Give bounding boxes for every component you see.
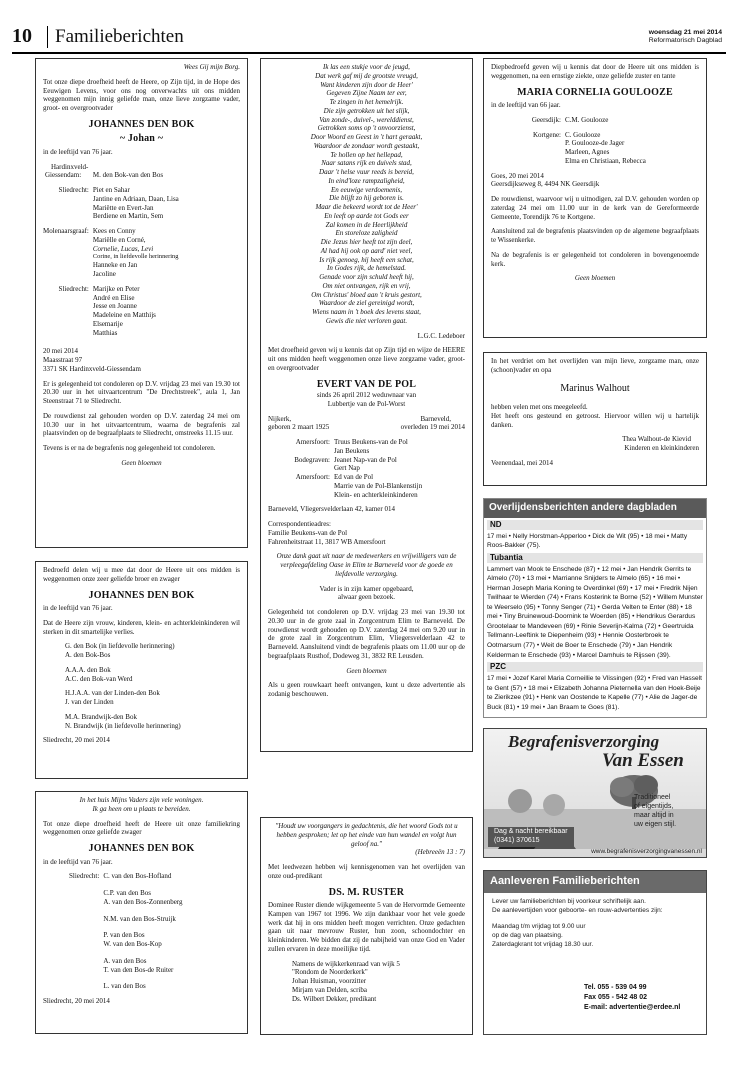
signature-line: Ds. Wilbert Dekker, predikant — [292, 994, 377, 1003]
spouse-name: Lubbertje van de Pol-Worst — [327, 399, 406, 408]
thanks-walhout — [483, 352, 707, 486]
card-note: Als u geen rouwkaart heeft ontvangen, kunt u deze advertentie als zodanig beschouwen. — [268, 681, 465, 698]
tagline-line: Traditioneel — [634, 794, 671, 801]
family-list — [268, 438, 422, 499]
closing-note: Geen bloemen — [121, 458, 162, 467]
intro-text: Met droefheid geven wij u kennis dat op Zijn tijd en wijze de HEERE uit ons midden heeft weggenomen onze lieve zorgzame vader, groot- en overgrootvader — [268, 346, 465, 372]
family-place: Giessendam: — [45, 171, 82, 180]
poem-line: Daar 't helse vuur reeds is bereid, — [319, 168, 414, 176]
address-line: Geersdijkseweg 8, 4494 NK Geersdijk — [491, 180, 600, 189]
phone-number: (0341) 370615 — [494, 836, 540, 844]
deceased-name: EVERT VAN DE POL — [316, 378, 417, 390]
relative-name: P. van den Bos — [103, 931, 145, 940]
intro-text: Met leedwezen hebben wij kennisgenomen van het overlijden van onze oud-predikant — [268, 863, 465, 880]
obituary-van-de-pol — [260, 58, 473, 752]
ad-tagline — [634, 793, 676, 829]
relative-name: H.J.A.A. van der Linden-den Bok — [65, 689, 160, 698]
family-member: Jeanet Nap-van de Pol — [334, 455, 397, 464]
poem-line: Waardoor de ziel gereinigd wordt, — [318, 299, 415, 308]
deceased-nickname: ~ Johan ~ — [119, 133, 164, 145]
header-date — [649, 29, 722, 45]
poem-author: L.G.C. Ledeboer — [417, 331, 465, 340]
address-text: Barneveld, Vliegersvelderlaan 42, kamer 014 — [268, 505, 395, 514]
signature-line: Namens de wijkkerkenraad van wijk 5 — [292, 959, 400, 968]
footer-text: Veenendaal, mei 2014 — [491, 458, 554, 467]
age-text: in de leeftijd van 76 jaar. — [43, 604, 113, 612]
address-line: Maasstraat 97 — [43, 356, 83, 364]
family-member: Hanneke en Jan — [92, 261, 138, 270]
poem-line: Te zingen in het hemelrijk. — [329, 98, 404, 106]
poem-line: Te hollen op het hellepad, — [330, 150, 403, 159]
family-place: Sliedrecht: — [69, 872, 100, 881]
signature-line: "Rondom de Noorderkerk" — [292, 968, 368, 977]
family-member: Marrie van de Pol-Blankenstijn — [334, 481, 423, 490]
viewing-line: Vader is in zijn kamer opgebaard, — [319, 584, 414, 593]
family-member: Matthias — [92, 328, 118, 337]
poem-line: Getrokken soms op 't onvoorzienst, — [317, 124, 416, 133]
family-list — [491, 116, 646, 166]
poem-line: Genade voor zijn schuld heeft hij, — [319, 273, 414, 281]
signature-line: Johan Huisman, voorzitter — [292, 977, 367, 985]
ad-phone-box — [488, 827, 574, 847]
family-member: P. Goulooze-de Jager — [565, 139, 625, 148]
relative-name: W. van den Bos-Kop — [103, 940, 162, 948]
family-place: Amersfoort: — [295, 438, 330, 446]
ad-body — [484, 893, 706, 954]
signature-line: Kinderen en kleinkinderen — [624, 444, 699, 452]
relative-name: A. den Bok-Bos — [65, 651, 111, 659]
family-member: Jesse en Joanne — [92, 302, 137, 311]
condolence-text: Na de begrafenis is er gelegenheid tot condoleren in bovengenoemde kerk. — [491, 250, 699, 268]
poem-line: Om niet ontvangen, rijk en vrij, — [322, 281, 411, 290]
family-member: C. Goulooze — [565, 130, 601, 139]
tagline-line: uw eigen stijl. — [634, 821, 677, 829]
condolence-text: Er is gelegenheid tot condoleren op D.V. vrijdag 23 mei van 19.30 tot 20.30 uur in het uitvaartcentrum "De Drechtstreek", aula 1, Jan Steenstraat 71 te Sliedrecht. — [43, 379, 240, 405]
correspondence-line: Correspondentieadres: — [268, 520, 331, 528]
ad-contact — [584, 983, 680, 1013]
family-member: Berdiene en Martin, Sem — [92, 212, 164, 221]
death-place: Barneveld, — [420, 414, 451, 423]
poem-line: Want kinderen zijn door de Heer' — [320, 80, 413, 89]
family-place: Bodegraven: — [294, 455, 330, 464]
family-place: Kortgene: — [533, 130, 561, 139]
poem-line: Al had hij ook op aard' niet veel, — [320, 246, 413, 255]
ad-heading: Aanleveren Familieberichten — [484, 871, 706, 893]
family-member: M. den Bok-van den Bos — [92, 171, 164, 180]
intro-text: Diepbedroefd geven wij u kennis dat door de Heere uit ons midden is weggenomen, na een ernstige ziekte, onze geliefde zuster en tante — [491, 63, 699, 80]
phone-label: Dag & nacht bereikbaar — [494, 828, 568, 835]
family-member: Jacoline — [92, 270, 116, 278]
obituary-ds-ruster — [260, 817, 473, 1035]
poem-line: In Godes rijk, de hemelstad. — [327, 264, 406, 273]
extra-text: Tevens is er na de begrafenis nog gelegenheid tot condoleren. — [43, 444, 216, 452]
death-notices: Lammert van Mook te Enschede (87) • 12 mei • Jan Hendrik Gerrits te Almelo (70) • 13 mei • Marrianne Snijders te Almelo (65) • 16 mei • Herman Joseph Maria Koning te Overdinkel (69) • 17 mei • Fredrik Nijen Twilhaar te Wierden (74) • Frans Kosterink te Borne (52) • Willem Munster te Weerselo (95) • Tonny Senger (71) • Gerda Velten te Enter (88) • 18 mei • Tiny Bruinewoud-Doornink te Woerden (85) • Hendrikus Gerardus Grootelaar te Mandeveen (69) • Rinie Severijn-Kalma (72) • Geertruida Tellmann-Leeftink te Diepenheim (93) • Hennie Oosterbroek te Ootmarsum (77) • Weit de Boer te Enschede (79) • Jan Hendrik Kelderman te Enschede (93) • Marcel Damhuis te Rijssen (39). — [487, 565, 703, 659]
relative-name: M.A. Brandwijk-den Bok — [65, 712, 137, 721]
obituary-den-bok-family — [35, 58, 248, 548]
family-member: Jantine en Adriaan, Daan, Lisa — [92, 194, 179, 203]
family-member: Marleen, Agnes — [565, 148, 610, 156]
death-date: overleden 19 mei 2014 — [400, 423, 465, 432]
relatives-list — [43, 872, 183, 991]
family-member: Klein- en achterkleinkinderen — [334, 490, 418, 499]
motto-line: Ik ga heen om u plaats te bereiden. — [92, 804, 191, 813]
poem-line: Die blijft zo hij geboren is. — [329, 194, 404, 203]
header-rule — [12, 52, 726, 54]
ad-title-line2: Van Essen — [602, 750, 684, 771]
family-member: Mariëtte en Evert-Jan — [92, 203, 154, 212]
ad-title-line1: Begrafenisverzorging — [508, 732, 660, 751]
other-newspapers-deaths — [483, 498, 707, 718]
family-place: Geersdijk: — [531, 115, 561, 124]
intro-text: Tot onze diepe droefheid heeft de Heere, op Zijn tijd, in de Hope des Eeuwigen Levens, voor ons nog onverwachts uit ons midden weggenomen mijn innig geliefde man, onze lieve zorgzame vader, groot- en overgrootvader — [43, 77, 240, 112]
viewing-line: alwaar geen bezoek. — [338, 593, 395, 602]
date-text: woensdag 21 mei 2014 — [648, 29, 722, 36]
poem-line: Gewis die niet verloren gaat. — [325, 316, 408, 325]
ad-url: www.begrafenisverzorgingvanessen.nl — [591, 848, 702, 855]
footer-text: Sliedrecht, 20 mei 2014 — [43, 736, 110, 745]
poem-line: Waardoor de zondaar wordt gestaakt, — [313, 141, 420, 150]
family-member: Gert Nap — [334, 464, 360, 473]
poem-line: En eeuwige verdoemenis, — [330, 185, 403, 194]
poem-line: Om Christus' bloed aan 't kruis gestort, — [311, 290, 422, 299]
family-member: Corine, in liefdevolle herinnering — [92, 253, 179, 261]
newspaper-label: Tubantia — [487, 553, 703, 563]
signature-block — [268, 960, 465, 1004]
relative-name: N.M. van den Bos-Struijk — [103, 914, 176, 923]
family-member: Kees en Conny — [92, 227, 136, 235]
obituary-den-bok-inlaws — [35, 791, 248, 1034]
ad-van-essen — [483, 728, 707, 858]
poem-line: En storeloze zaligheid — [335, 229, 398, 238]
poem — [268, 63, 465, 326]
newspaper-name: Reformatorisch Dagblad — [648, 37, 722, 45]
deceased-name: JOHANNES DEN BOK — [88, 589, 195, 601]
family-place: Molenaarsgraaf: — [43, 227, 89, 235]
correspondence-block — [268, 520, 465, 546]
address-line: 20 mei 2014 — [43, 347, 78, 356]
relative-name: N. Brandwijk (in liefdevolle herinnering) — [65, 721, 181, 730]
tagline-line: maar altijd in — [634, 812, 674, 820]
intro-text: Bedroefd delen wij u mee dat door de Heere uit ons midden is weggenomen onze zeer geliefde broer en zwager — [43, 566, 240, 583]
deceased-name: DS. M. RUSTER — [328, 886, 405, 898]
poem-line: Van zonde-, duivel-, werelddienst, — [319, 115, 414, 124]
tagline-line: of eigentijds, — [634, 803, 674, 811]
correspondence-line: Fahrenheitstraat 11, 3817 WB Amersfoort — [268, 537, 386, 546]
birth-place: Nijkerk, — [268, 414, 292, 423]
relative-name: A. van den Bos — [103, 956, 147, 965]
signature-line: Mirjam van Delden, scriba — [292, 985, 368, 994]
newspaper-label: PZC — [487, 662, 703, 672]
bible-quote: "Houdt uw voorgangers in gedachtenis, die het woord Gods tot u hebben gesproken; let op het einde van hun wandel en volgt hun geloof na." — [275, 822, 458, 848]
thanks-text: Het heeft ons gesteund en getroost. Hiervoor willen wij u hartelijk danken. — [491, 411, 699, 429]
widower-line: sinds 26 april 2012 weduwnaar van — [316, 391, 417, 399]
age-text: in de leeftijd van 76 jaar. — [43, 857, 113, 866]
poem-line: Die zijn getrokken uit het slijk, — [323, 106, 410, 115]
thanks-text: Onze dank gaat uit naar de medewerkers en vrijwilligers van de verpleegafdeling Oase in Elim te Barneveld voor de goede en liefdevolle verzorging. — [276, 552, 457, 578]
family-member: Elsemarije — [92, 319, 123, 328]
closing-note: Geen bloemen — [346, 666, 387, 675]
ad-line: Zaterdagkrant tot vrijdag 18.30 uur. — [492, 941, 594, 949]
header-divider — [47, 26, 48, 48]
ad-submit-notices — [483, 870, 707, 1035]
signature-line: Thea Walhout-de Kievid — [622, 435, 691, 444]
family-member: Marijke en Peter — [92, 284, 140, 293]
newspaper-label: ND — [487, 520, 703, 530]
footer-text: Sliedrecht, 20 mei 2014 — [43, 997, 110, 1005]
poem-line: Wiens naam in 't boek des levens staat, — [312, 308, 421, 316]
family-member: Mariëlle en Corné, — [92, 235, 146, 244]
relative-name: C.P. van den Bos — [103, 889, 151, 897]
poem-line: Maar die bekeerd wordt tot de Heer' — [315, 203, 418, 211]
deceased-name: JOHANNES DEN BOK — [88, 843, 195, 854]
burial-text: Aansluitend zal de begrafenis plaatsvinden op de algemene begraafplaats te Wissenkerke. — [491, 227, 699, 244]
poem-line: Door Woord en Geest in 't hart geraakt, — [310, 133, 423, 141]
address-block — [43, 347, 240, 373]
relative-name: G. den Bok (in liefdevolle herinnering) — [65, 642, 175, 651]
poem-line: Is rijk genoeg, hij heeft een schat, — [319, 255, 414, 264]
section-title: Familieberichten — [55, 26, 184, 47]
bible-reference: (Hebreeën 13 : 7) — [415, 848, 465, 857]
ad-line: op de dag van plaatsing. — [492, 932, 563, 940]
obituary-goulooze — [483, 58, 707, 338]
poem-line: Ik las een stukje voor de jeugd, — [323, 63, 410, 71]
tribute-text: Dominee Ruster diende wijkgemeente 5 van de Hervormde Gemeente Kampen van 1967 tot 1996. We zijn dankbaar voor het vele goede werk dat hij in ons midden heeft mogen verrichten. Onze gedachten gaan uit naar mevrouw Ruster, hun zoon, schoondochter en kleinkinderen. We bidden dat zij de nabijheid van onze God en Vader zullen ervaren in deze moeilijke tijd. — [268, 901, 465, 953]
poem-line: En leeft op aarde tot Gods eer — [324, 211, 409, 220]
motto-line: In het huis Mijns Vaders zijn vele woningen. — [79, 796, 204, 804]
service-text: Gelegenheid tot condoleren op D.V. vrijdag 23 mei van 19.30 tot 20.30 uur in de grote zaal in Zorgcentrum Elim te Barneveld. De rouwdienst wordt gehouden op D.V. zaterdag 24 mei om 9.20 uur in de grote zaal in Zorgcentrum Elim, Vliegersvelderlaan 42 te Barneveld. Aansluitend vindt de begrafenis plaats om 11.00 uur op de begraafplaats Rusthof, Dodeweg 31, 3832 RE Leusden. — [268, 608, 465, 660]
relative-name: J. van der Linden — [65, 698, 114, 706]
obituary-den-bok-siblings — [35, 561, 248, 779]
contact-fax: Fax 055 - 542 48 02 — [584, 994, 648, 1002]
family-place: Hardinxveld- — [51, 162, 89, 171]
section-heading: Overlijdensberichten andere dagbladen — [484, 499, 706, 518]
family-member: Ed van de Pol — [334, 473, 374, 481]
page-number: 10 — [12, 25, 32, 47]
ad-line: De aanlevertijden voor geboorte- en rouw-advertenties zijn: — [492, 907, 663, 915]
intro-text: Tot onze diepe droefheid heeft de Heere uit onze familiekring weggenomen onze geliefde zwager — [43, 819, 240, 837]
correspondence-line: Familie Beukens-van de Pol — [268, 528, 348, 537]
closing-note: Geen bloemen — [574, 274, 616, 283]
age-text: in de leeftijd van 76 jaar. — [43, 147, 113, 156]
contact-email[interactable]: E-mail: advertentie@erdee.nl — [584, 1004, 681, 1012]
family-member: Madeleine en Matthijs — [92, 311, 156, 319]
family-member: Cornelie, Lucas, Levi — [92, 244, 154, 253]
contact-phone: Tel. 055 - 539 04 99 — [584, 984, 647, 991]
relative-name: C. van den Bos-Hofland — [103, 872, 172, 881]
relative-name: A.C. den Bok-van Werd — [65, 674, 133, 683]
family-member: Truus Beukens-van de Pol — [334, 438, 408, 446]
service-text: De rouwdienst, waarvoor wij u uitnodigen, zal D.V. gehouden worden op zaterdag 24 mei om 11.00 uur in de kerk van de Gereformeerde Gemeente, Torendijk 76 te Kortgene. — [491, 195, 699, 221]
address-line: 3371 SK Hardinxveld-Giessendam — [43, 364, 141, 373]
death-notices: 17 mei • Nelly Horstman-Apperloo • Dick de Wit (95) • 18 mei • Matty Roos-Bakker (75). — [487, 532, 688, 550]
family-place: Sliedrecht: — [58, 186, 89, 194]
intro-text: In het verdriet om het overlijden van mijn lieve, zorgzame man, onze (schoon)vader en opa — [491, 357, 699, 374]
birth-date-row — [268, 423, 465, 432]
poem-line: Dat werk gaf mij de grootste vreugd, — [315, 71, 418, 80]
family-member: Jan Beukens — [334, 446, 370, 455]
deceased-name: MARIA CORNELIA GOULOOZE — [517, 86, 673, 98]
poem-line: Zal komen in de Heerlijkheid — [325, 220, 408, 229]
relative-name: L. van den Bos — [103, 982, 146, 991]
death-notices: 17 mei • Jozef Karel Maria Corneillie te Vlissingen (92) • Fred van Hasselt te Gent (57) • 18 mei • Elizabeth Johanna Pieternella van den Hoek-Beije te Zierikzee (91) • Henk van Oostende te Kapelle (77) • Alie de Jager-de Buck (81) • 19 mei • Jan Braam te Goes (81). — [487, 675, 702, 711]
poem-line: Gegeven Zijne Naam ter eer, — [326, 89, 407, 98]
relative-name: A.A.A. den Bok — [65, 665, 111, 674]
thanks-text: hebben velen met ons meegeleefd. — [491, 403, 588, 411]
deceased-name: JOHANNES DEN BOK — [88, 118, 195, 130]
motto: Wees Gij mijn Borg. — [183, 63, 240, 71]
poem-line: Die Jezus hier heeft tot zijn deel, — [320, 238, 413, 246]
ad-line: Maandag t/m vrijdag tot 9.00 uur — [492, 922, 586, 930]
ad-line: Lever uw familieberichten bij voorkeur schriftelijk aan. — [492, 897, 646, 905]
family-member: C.M. Goulooze — [565, 115, 609, 124]
poem-line: In eind'loze rampzaligheid, — [328, 176, 405, 185]
birth-place-row — [268, 415, 465, 424]
family-place: Amersfoort: — [295, 473, 330, 481]
age-text: in de leeftijd van 66 jaar. — [491, 101, 561, 109]
address-line: Goes, 20 mei 2014 — [491, 171, 544, 180]
family-list — [43, 163, 179, 338]
address-block — [491, 172, 699, 190]
family-place: Sliedrecht: — [58, 284, 89, 293]
family-member: Elma en Christiaan, Rebecca — [565, 156, 646, 165]
deceased-name: Marinus Walhout — [560, 382, 630, 394]
poem-line: Naar satans rijk en duivels stad, — [321, 159, 412, 168]
family-member: Piet en Sahar — [92, 186, 130, 194]
service-text: De rouwdienst zal gehouden worden op D.V. zaterdag 24 mei om 10.30 uur in het uitvaartcentrum, waarna de begrafenis zal plaatsvinden op de begraafplaats te Sliedrecht, omstreeks 11.15 uur. — [43, 411, 240, 438]
relative-name: T. van den Bos-de Ruiter — [103, 965, 174, 974]
birth-date: geboren 2 maart 1925 — [268, 423, 330, 432]
wish-text: Dat de Heere zijn vrouw, kinderen, klein- en achterkleinkinderen wil sterken in dit smartelijke verlies. — [43, 618, 240, 636]
relative-name: A. van den Bos-Zonnenberg — [103, 897, 183, 906]
family-member: André en Elise — [92, 293, 135, 302]
relatives-list — [43, 642, 240, 730]
